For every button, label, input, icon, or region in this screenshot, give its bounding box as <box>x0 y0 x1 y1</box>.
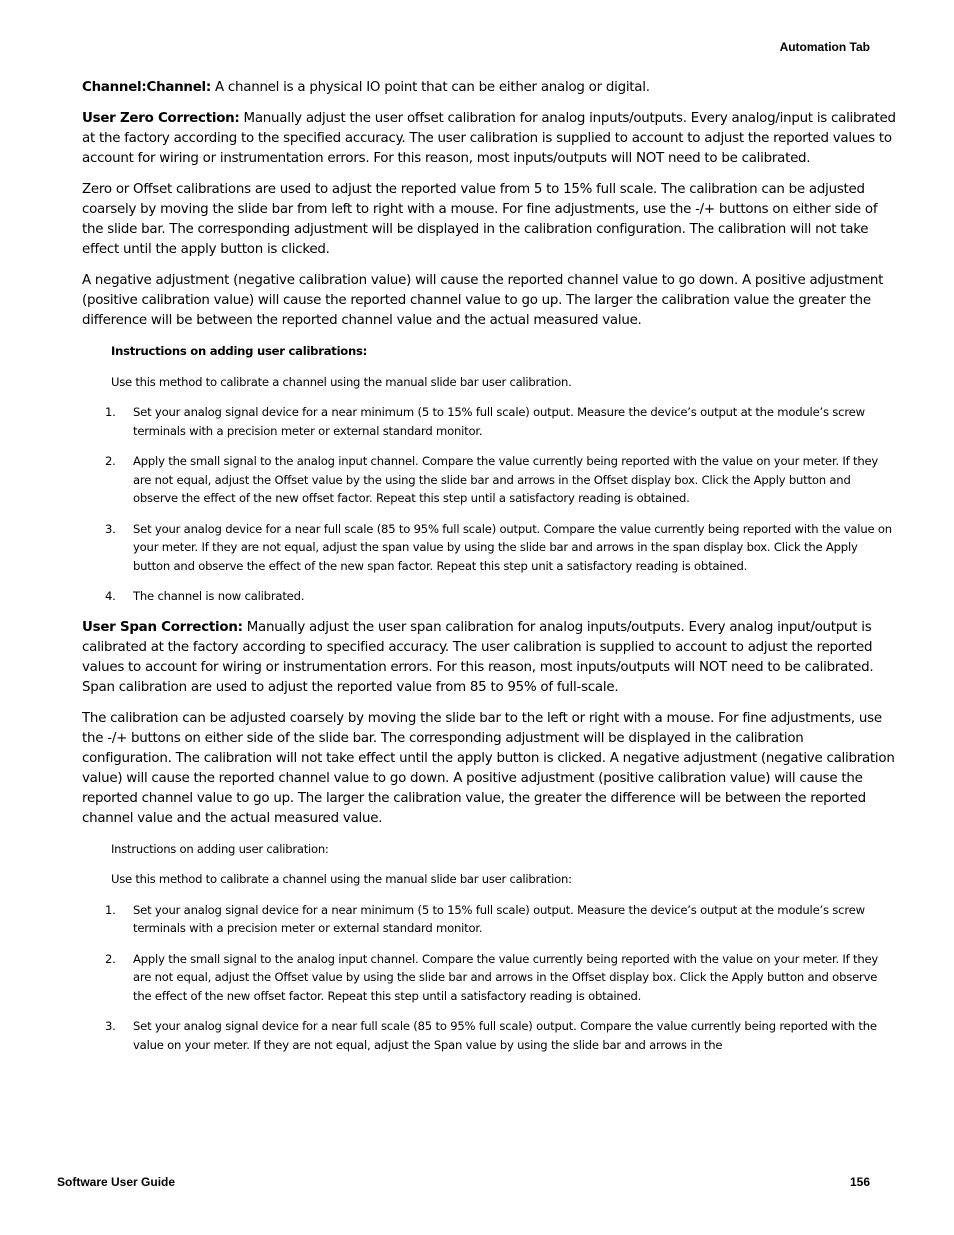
page-body <box>82 78 896 1066</box>
step-text: Set your analog signal device for a near minimum (5 to 15% full scale) output. Measure the device’s output at the module’s screw terminals with a precision meter or external standard monitor. <box>133 902 865 935</box>
step-number: 1. <box>105 405 116 419</box>
span-instructions-heading: Instructions on adding user calibration: <box>111 841 329 856</box>
step-text: The channel is now calibrated. <box>133 589 305 603</box>
list-item <box>82 587 896 606</box>
page-number: 156 <box>849 1175 870 1189</box>
negative-adjustment-paragraph: A negative adjustment (negative calibration value) will cause the reported channel value to go down. A positive adjustment (positive calibration value) will cause the reported channel value to go up. The larger the calibration value the greater the difference will be between the reported channel value and the actual measured value. <box>82 273 884 328</box>
step-number: 3. <box>105 1019 116 1033</box>
step-number: 1. <box>105 902 116 917</box>
channel-definition: A channel is a physical IO point that can be either analog or digital. <box>210 80 650 95</box>
step-number: 4. <box>105 589 116 603</box>
span-correction-term: User Span Correction: <box>82 619 243 635</box>
list-item <box>82 950 896 1006</box>
zero-correction-term: User Zero Correction: <box>82 111 240 126</box>
list-item <box>82 1017 896 1054</box>
step-text: Apply the small signal to the analog input channel. Compare the value currently being reported with the value on your meter. If they are not equal, adjust the Offset value by the using the slide bar and arrows in the Offset display box. Click the Apply button and observe the effect of the new offset factor. Repeat this step until a satisfactory reading is obtained. <box>133 454 879 505</box>
step-text: Set your analog signal device for a near minimum (5 to 15% full scale) output. Measure the device’s output at the module’s screw terminals with a precision meter or external standard monitor. <box>133 405 865 438</box>
zero-instructions-heading: Instructions on adding user calibrations: <box>111 344 368 358</box>
list-item <box>82 520 896 576</box>
list-item <box>82 452 896 508</box>
step-text: Set your analog signal device for a near full scale (85 to 95% full scale) output. Compare the value currently being reported with the value on your meter. If they are not equal, adjust the Span value by using the slide bar and arrows in the <box>133 1019 877 1052</box>
step-number: 3. <box>105 521 116 536</box>
channel-term: Channel:Channel: <box>82 80 211 95</box>
list-item <box>82 403 896 440</box>
running-header: Automation Tab <box>779 40 870 54</box>
step-text: Set your analog device for a near full scale (85 to 95% full scale) output. Compare the value currently being reported with the value on your meter. If they are not equal, adjust the span value by using the slide bar and arrows in the span display box. Click the Apply button and observe the effect of the new span factor. Repeat this step unit a satisfactory reading is obtained. <box>133 521 892 573</box>
zero-offset-paragraph: Zero or Offset calibrations are used to adjust the reported value from 5 to 15% full scale. The calibration can be adjusted coarsely by moving the slide bar from left to right with a mouse. For fine adjustments, use the -/+ buttons on either side of the slide bar. The corresponding adjustment will be displayed in the calibration configuration. The calibration will not take effect until the apply button is clicked. <box>82 182 878 257</box>
step-number: 2. <box>105 951 116 966</box>
zero-instructions-intro: Use this method to calibrate a channel using the manual slide bar user calibration. <box>111 374 572 389</box>
zero-instructions-steps <box>82 403 896 606</box>
step-text: Apply the small signal to the analog input channel. Compare the value currently being reported with the value on your meter. If they are not equal, adjust the Offset value by using the slide bar and arrows in the Offset display box. Click the Apply button and observe the effect of the new offset factor. Repeat this step until a satisfactory reading is obtained. <box>133 951 879 1003</box>
list-item <box>82 901 896 938</box>
zero-correction-definition: Manually adjust the user offset calibration for analog inputs/outputs. Every analog/input is calibrated at the factory according to the specified accuracy. The user calibration is supplied to account to adjust the reported values to account for wiring or instrumentation errors. For this reason, most inputs/outputs will NOT need to be calibrated. <box>82 111 896 166</box>
span-instructions-steps <box>82 901 896 1055</box>
span-instructions-intro: Use this method to calibrate a channel using the manual slide bar user calibration: <box>111 872 572 886</box>
step-number: 2. <box>105 454 116 468</box>
channel-paragraph <box>82 78 896 98</box>
footer-title: Software User Guide <box>57 1175 176 1189</box>
zero-correction-paragraph <box>82 109 896 169</box>
span-correction-definition: Manually adjust the user span calibration for analog inputs/outputs. Every analog input/output is calibrated at the factory according to specified accuracy. The user calibration is supplied to account to adjust the reported values to account for wiring or instrumentation errors. For this reason, most inputs/outputs will NOT need to be calibrated. Span calibration are used to adjust the reported value from 85 to 95% of full-scale. <box>82 619 874 695</box>
span-correction-paragraph <box>82 618 896 698</box>
span-adjustment-paragraph: The calibration can be adjusted coarsely by moving the slide bar to the left or right with a mouse. For fine adjustments, use the -/+ buttons on either side of the slide bar. The corresponding adjustment will be displayed in the calibration configuration. The calibration will not take effect until the apply button is clicked. A negative adjustment (negative calibration value) will cause the reported channel value to go down. A positive adjustment (positive calibration value) will cause the reported channel value to go up. The larger the calibration value, the greater the difference will be between the reported channel value and the actual measured value. <box>82 710 895 826</box>
